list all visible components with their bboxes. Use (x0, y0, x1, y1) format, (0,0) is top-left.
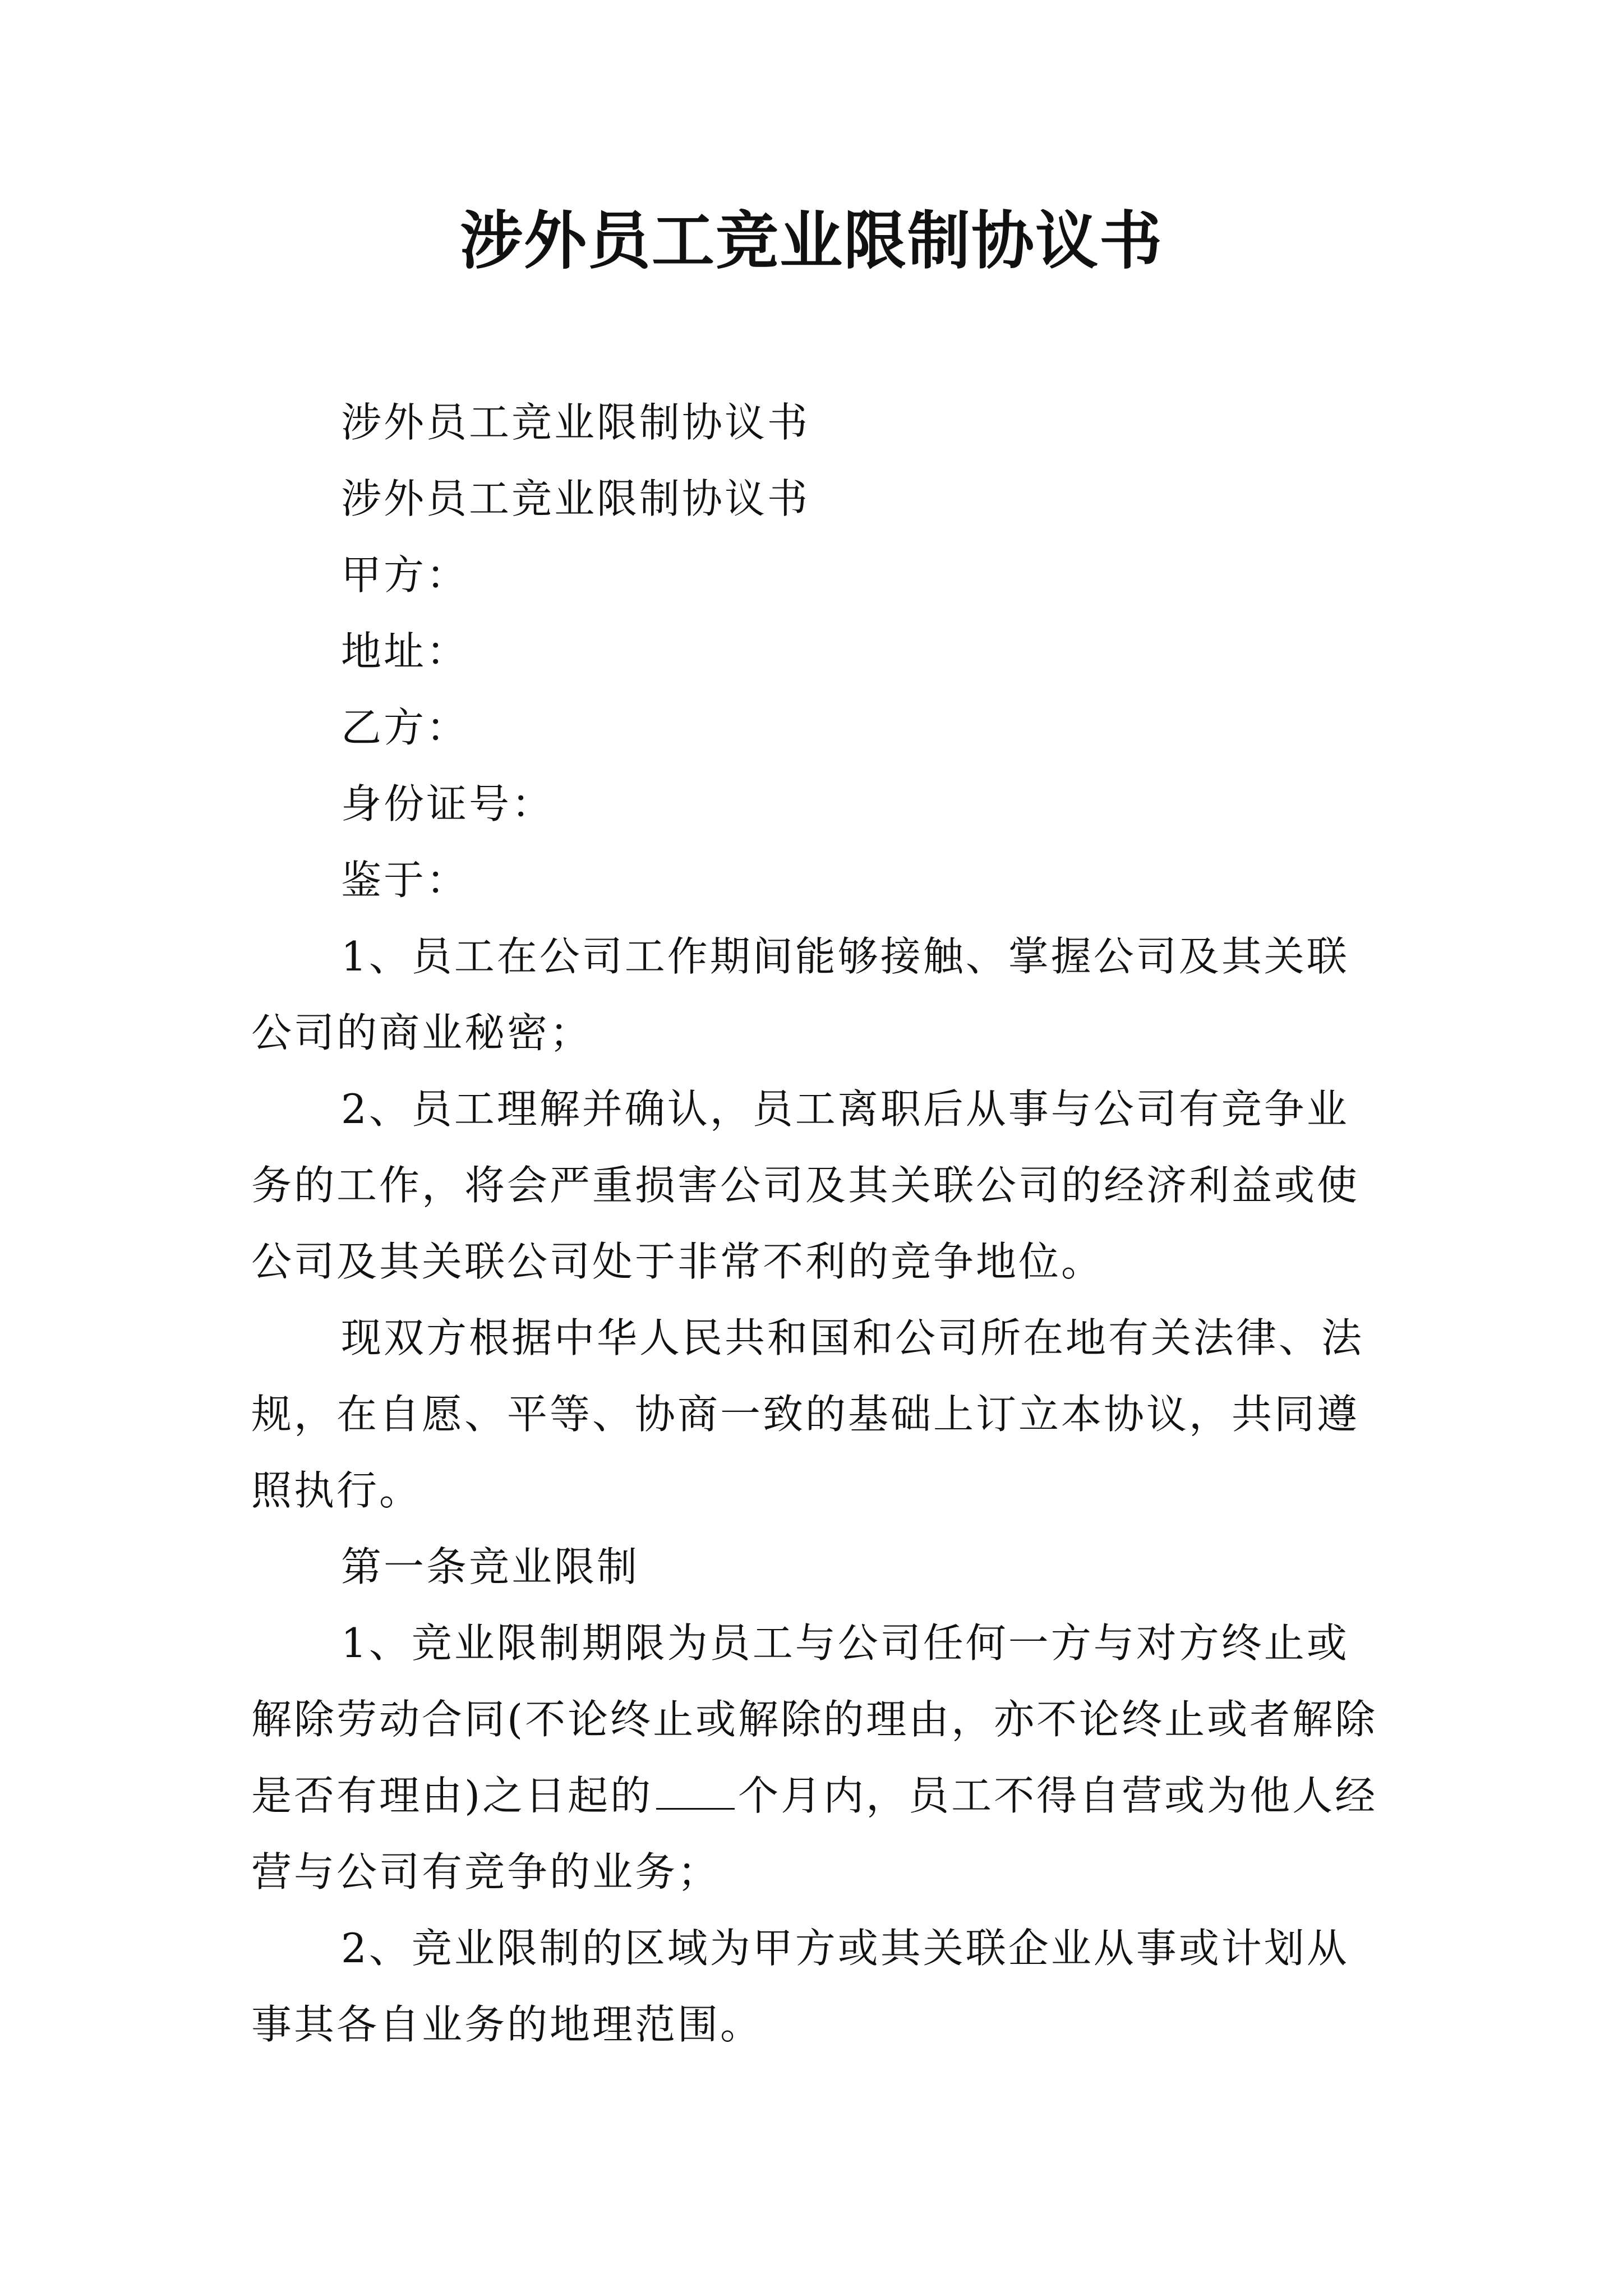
months-blank (656, 1773, 735, 1810)
party-a-label: 甲方： (341, 551, 469, 599)
article-1-clause-1 (251, 1605, 1390, 1910)
document-title: 涉外员工竞业限制协议书 (460, 204, 1163, 278)
address-label: 地址： (341, 628, 469, 675)
document-body (251, 384, 1390, 2063)
clause-1-text-after-blank: 个月内，员工不得自营或为他人经营与公司有竞争的业务； (251, 1772, 1378, 1895)
article-1-clause-2: 2、竞业限制的区域为甲方或其关联企业从事或计划从事其各自业务的地理范围。 (251, 1925, 1349, 2048)
agreement-basis-paragraph: 现双方根据中华人民共和国和公司所在地有关法律、法规，在自愿、平等、协商一致的基础上订立本协议，共同遵照执行。 (251, 1314, 1364, 1514)
paragraph-subtitle-2: 涉外员工竞业限制协议书 (341, 475, 810, 522)
id-number-label: 身份证号： (341, 780, 555, 827)
article-1-heading: 第一条竞业限制 (341, 1543, 640, 1590)
paragraph-subtitle-1: 涉外员工竞业限制协议书 (341, 399, 810, 446)
whereas-label: 鉴于： (341, 857, 469, 904)
party-b-label: 乙方： (341, 704, 469, 751)
whereas-item-1: 1、员工在公司工作期间能够接触、掌握公司及其关联公司的商业秘密； (251, 933, 1349, 1056)
whereas-item-2: 2、员工理解并确认，员工离职后从事与公司有竞争业务的工作，将会严重损害公司及其关联公司的经济利益或使公司及其关联公司处于非常不利的竞争地位。 (251, 1085, 1360, 1285)
clause-1-text-before-blank: 1、竞业限制期限为员工与公司任何一方与对方终止或解除劳动合同(不论终止或解除的理由，亦不论终止或者解除是否有理由)之日起的 (251, 1619, 1378, 1819)
